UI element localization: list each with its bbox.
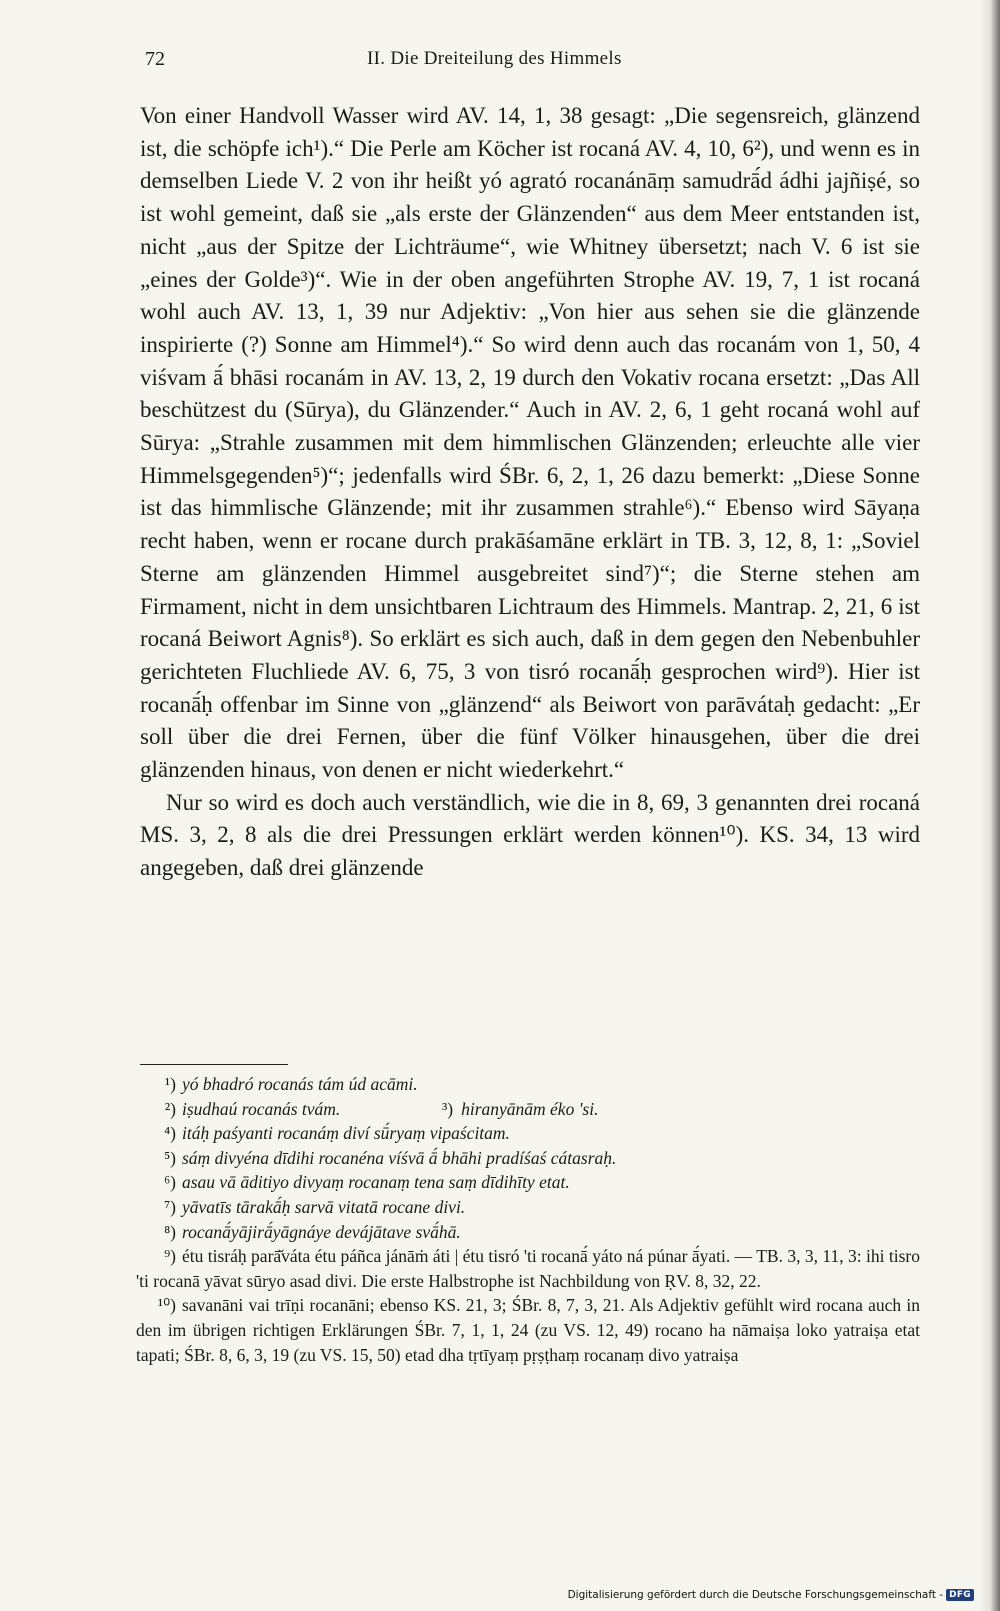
- footnote-mark: ⁶): [164, 1172, 176, 1193]
- footnote-text: étu tisráḥ parā̆váta étu páñca jánāṁ áti | étu tisró 'ti rocanā́ yáto ná púnar ā́yati. — TB. 3, 3, 11, 3: ihi tisro 'ti rocanā yāvat sūryo asad divi. Die erste Halbstrophe ist Nachbildung von ṚV. 8, 32, 22.: [136, 1246, 920, 1291]
- footnote-mark: ³): [442, 1098, 454, 1119]
- page-edge-shadow: [978, 0, 1000, 1611]
- running-head: II. Die Dreiteilung des Himmels: [367, 48, 622, 69]
- page-number: 72: [145, 48, 165, 70]
- footer-text: Digitalisierung gefördert durch die Deutsche Forschungsgemeinschaft -: [567, 1589, 944, 1601]
- footnote-text: sáṃ divyéna dīdihi rocanéna víśvā ā́ bhāhi pradíśaś cátasraḥ.: [182, 1147, 617, 1168]
- footnote-10: [136, 1293, 920, 1367]
- footnote-text: itáḥ paśyanti rocanáṃ diví sū́ryaṃ vipaścitam.: [182, 1123, 510, 1144]
- footnote-1: [136, 1072, 920, 1097]
- footnote-4: [136, 1121, 920, 1146]
- footnote-text: yó bhadró rocanás tám úd acāmi.: [182, 1074, 418, 1094]
- footnote-mark: ⁷): [164, 1196, 176, 1217]
- footnote-9: [136, 1244, 920, 1293]
- footnote-mark: ¹⁰): [157, 1295, 176, 1316]
- footnote-text: rocanā́yājirā́yāgnáye devájātave svā́hā.: [182, 1221, 461, 1242]
- footnote-mark: ¹): [164, 1074, 176, 1094]
- footnote-mark: ⁹): [164, 1246, 176, 1267]
- footnote-text: savanāni vai trīṇi rocanāni; ebenso KS. 21, 3; ŚBr. 8, 7, 3, 21. Als Adjektiv gefühlt wird rocana auch in den im übrigen richtigen Erklärungen ŚBr. 7, 1, 1, 24 (zu VS. 12, 49) rocano ha nāmaiṣa loko yatraiṣa etat tapati; ŚBr. 8, 6, 3, 19 (zu VS. 15, 50) etad dha tṛtīyaṃ pṛṣṭhaṃ rocanaṃ divo yatraiṣa: [136, 1295, 920, 1365]
- footnote-mark: ⁵): [164, 1147, 176, 1168]
- footnote-7: [136, 1195, 920, 1220]
- main-text: [140, 100, 920, 885]
- paragraph-2: Nur so wird es doch auch verständlich, wie die in 8, 69, 3 genannten drei rocaná MS. 3, 2, 8 als die drei Pressungen erklärt werden können¹⁰). KS. 34, 13 wird angegeben, daß drei glänzende: [140, 789, 920, 881]
- dfg-logo: DFG: [946, 1589, 974, 1601]
- footnote-mark: ⁴): [164, 1123, 176, 1144]
- footnote-rule: [140, 1064, 288, 1065]
- paragraph-1: Von einer Handvoll Wasser wird AV. 14, 1, 38 gesagt: „Die segensreich, glänzend ist, die schöpfe ich¹).“ Die Perle am Köcher ist rocaná AV. 4, 10, 6²), und wenn es in demselben Liede V. 2 von ihr heißt yó agrató rocanánāṃ samudrā́d ádhi jajñiṣé, so ist wohl gemeint, daß sie „als erste der Glänzenden“ aus dem Meer entstanden ist, nicht „aus der Spitze der Lichträume“, wie Whitney übersetzt; nach V. 6 ist sie „eines der Golde³)“. Wie in der oben angeführten Strophe AV. 19, 7, 1 ist rocaná wohl auch AV. 13, 1, 39 nur Adjektiv: „Von hier aus sehen sie die glänzende inspirierte (?) Sonne am Himmel⁴).“ So wird denn auch das rocanám von 1, 50, 4 viśvam ā́ bhāsi rocanám in AV. 13, 2, 19 durch den Vokativ rocana ersetzt: „Das All beschützest du (Sūrya), du Glänzender.“ Auch in AV. 2, 6, 1 geht rocaná wohl auf Sūrya: „Strahle zusammen mit dem himmlischen Glänzenden; erleuchte alle vier Himmelsgegenden⁵)“; jedenfalls wird ŚBr. 6, 2, 1, 26 dazu bemerkt: „Diese Sonne ist das himmlische Glänzende; mit ihr zusammen strahle⁶).“ Ebenso wird Sāyaṇa recht haben, wenn er rocane durch prakāśamāne erklärt in TB. 3, 12, 8, 1: „Soviel Sterne am glänzenden Himmel ausgebreitet sind⁷)“; die Sterne stehen am Firmament, nicht in dem unsichtbaren Lichtraum des Himmels. Mantrap. 2, 21, 6 ist rocaná Beiwort Agnis⁸). So erklärt es sich auch, daß in dem gegen den Nebenbuhler gerichteten Fluchliede AV. 6, 75, 3 von tisró rocanā́ḥ gesprochen wird⁹). Hier ist rocanā́ḥ offenbar im Sinne von „glänzend“ als Beiwort von parāvátaḥ gedacht: „Er soll über die drei Fernen, über die fünf Völker hinausgehen, über die drei glänzenden hinaus, von denen er nicht wiederkehrt.“: [140, 103, 920, 783]
- footnote-2-3: [136, 1097, 920, 1122]
- footnote-text: iṣudhaú rocanás tvám.: [182, 1098, 341, 1119]
- footnote-mark: ²): [164, 1098, 176, 1119]
- footnote-8: [136, 1220, 920, 1245]
- footnote-mark: ⁸): [164, 1221, 176, 1242]
- page-header: [145, 48, 905, 78]
- footnote-5: [136, 1146, 920, 1171]
- digitization-footer: [568, 1587, 974, 1603]
- footnote-text: hiranyānām éko 'si.: [461, 1098, 599, 1119]
- footnote-6: [136, 1170, 920, 1195]
- footnote-text: yāvatīs tārakā́ḥ sarvā vitatā rocane divi.: [182, 1196, 466, 1217]
- footnotes: [136, 1072, 920, 1367]
- footnote-text: asau vā āditiyo divyaṃ rocanaṃ tena saṃ dīdihīty etat.: [182, 1172, 570, 1193]
